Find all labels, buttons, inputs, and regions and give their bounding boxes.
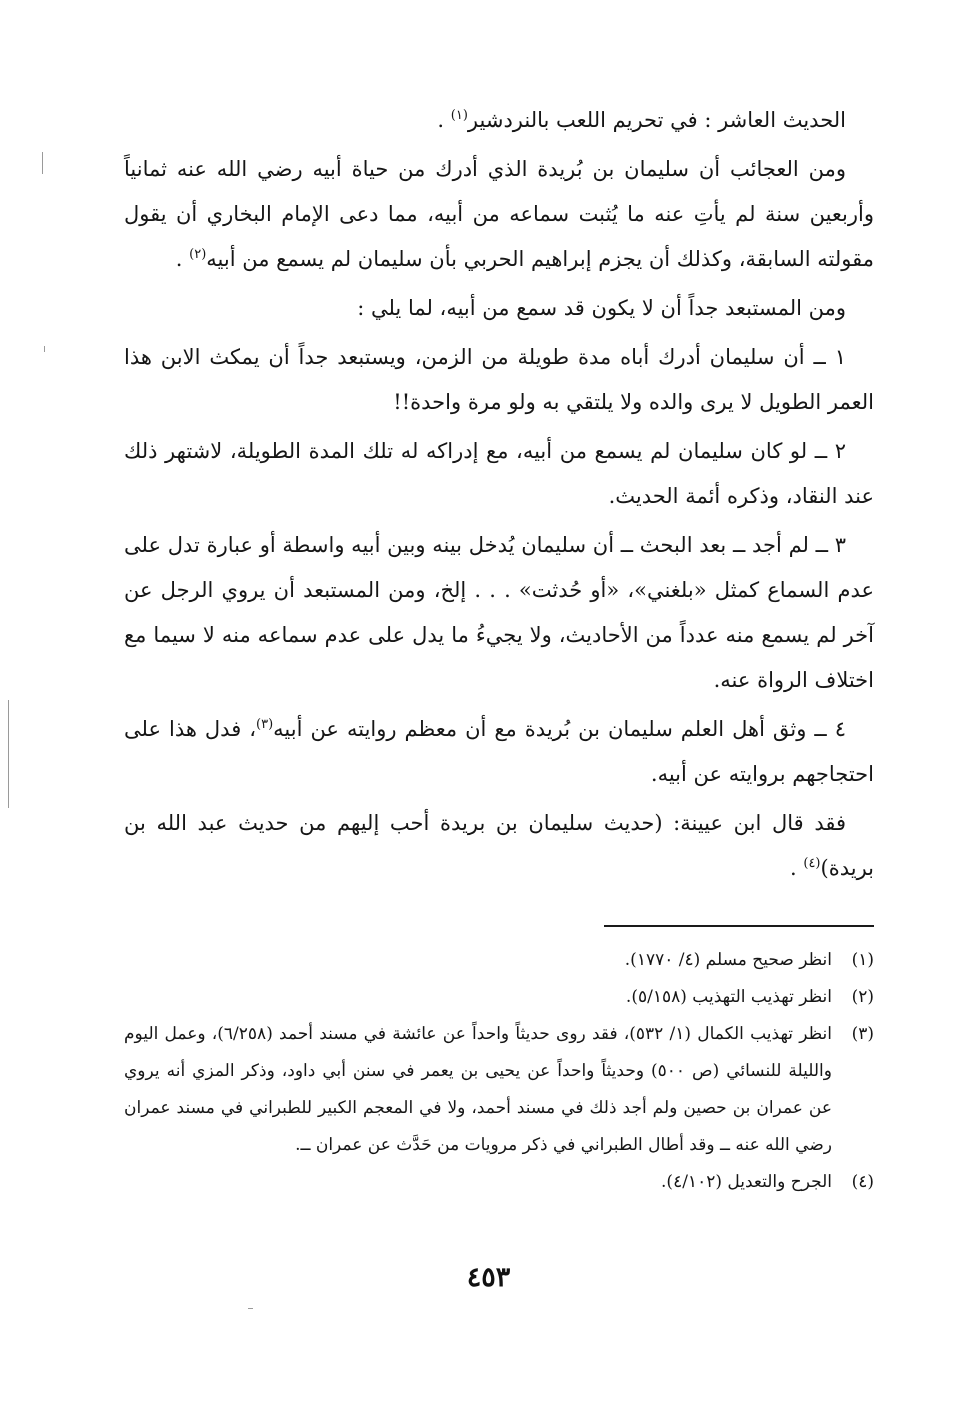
footnote-ref-4: (٤) (803, 856, 821, 871)
footnote-number: (٢) (851, 987, 874, 1007)
paragraph-6-after: ، فدل هذا على احتجاجهم بروايته عن أبيه. (124, 717, 874, 786)
footnote-item (124, 979, 874, 1016)
footnote-text: الجرح والتعديل (٤/١٠٢). (661, 1172, 832, 1192)
paragraph-1 (124, 147, 874, 282)
paragraph-6 (124, 707, 874, 797)
heading-text: الحديث العاشر : في تحريم اللعب بالنردشير (467, 108, 846, 132)
margin-tick (42, 152, 43, 174)
margin-tick (44, 346, 45, 352)
footnote-number: (١) (851, 950, 874, 970)
footnote-text: انظر تهذيب التهذيب (٥/١٥٨). (625, 987, 832, 1007)
heading-end: . (437, 108, 451, 132)
paragraph-3: ١ ــ أن سليمان أدرك أباه مدة طويلة من الزمن، ويستبعد جداً أن يمكث الابن هذا العمر الطويل لا يرى والده ولا يلتقي به ولو مرة واحدة!! (124, 345, 874, 414)
paragraph-6-before: ٤ ــ وثق أهل العلم سليمان بن بُريدة مع أن معظم روايته عن أبيه (273, 717, 846, 741)
footnote-separator (604, 925, 874, 927)
main-text (124, 98, 874, 895)
footnote-item (124, 942, 874, 979)
footnote-ref-2: (٢) (189, 247, 207, 262)
paragraph-1-end: . (175, 247, 190, 271)
footnotes-list (124, 942, 874, 1201)
footnote-ref-3: (٣) (256, 717, 274, 732)
margin-tick (248, 1308, 253, 1309)
footnote-ref-1: (١) (450, 108, 468, 123)
paragraph-2: ومن المستبعد جداً أن لا يكون قد سمع من أبيه، لما يلي : (357, 296, 846, 320)
footnote-number: (٣) (851, 1024, 874, 1044)
paragraph-7-end: . (790, 856, 804, 880)
chapter-heading (124, 98, 874, 143)
paragraph-4: ٢ ــ لو كان سليمان لم يسمع من أبيه، مع إدراكه له تلك المدة الطويلة، لاشتهر ذلك عند النقاد، وذكره أئمة الحديث. (124, 439, 874, 508)
paragraph-1-text: ومن العجائب أن سليمان بن بُريدة الذي أدرك من حياة أبيه رضي الله عنه ثمانياً وأربعين سنة لم يأتِ عنه ما يُثبت سماعه من أبيه، مما دعى الإمام البخاري أن يقول مقولته السابقة، وكذلك أن يجزم إبراهيم الحربي بأن سليمان لم يسمع من أبيه (124, 157, 874, 271)
footnote-item (124, 1164, 874, 1201)
paragraph-7-text: فقد قال ابن عيينة: (حديث سليمان بن بريدة أحب إليهم من حديث عبد الله بن بريدة) (124, 811, 874, 880)
footnote-text: انظر تهذيب الكمال (١/ ٥٣٢)، فقد روى حديثاً واحداً عن عائشة في مسند أحمد (٦/٢٥٨)، وعمل اليوم والليلة للنسائي (ص ٥٠٠) وحديثاً واحداً عن يحيى بن يعمر في سنن أبي داود، وذكر المزي أنه يروي عن عمران بن حصين ولم أجد ذلك في مسند أحمد، ولا في المعجم الكبير للطبراني في مسند عمران رضي الله عنه ــ وقد أطال الطبراني في ذكر مرويات من حَدَّث عن عمران ــ. (124, 1024, 832, 1155)
paragraph-5: ٣ ــ لم أجد ــ بعد البحث ــ أن سليمان يُدخل بينه وبين أبيه واسطة أو عبارة تدل على عدم السماع كمثل «بلغني»، «أو حُدثت» . . . إلخ، ومن المستبعد أن يروي الرجل عن آخر لم يسمع منه عدداً من الأحاديث، ولا يجيءُ ما يدل على عدم سماعه منه لا سيما مع اختلاف الرواة عنه. (124, 533, 874, 692)
footnote-item (124, 1016, 874, 1164)
margin-line (8, 700, 9, 808)
page-number: ٤٥٣ (466, 1262, 511, 1293)
paragraph-7 (124, 801, 874, 891)
footnote-text: انظر صحيح مسلم (٤/ ١٧٧٠). (624, 950, 832, 970)
footnote-number: (٤) (851, 1172, 874, 1192)
